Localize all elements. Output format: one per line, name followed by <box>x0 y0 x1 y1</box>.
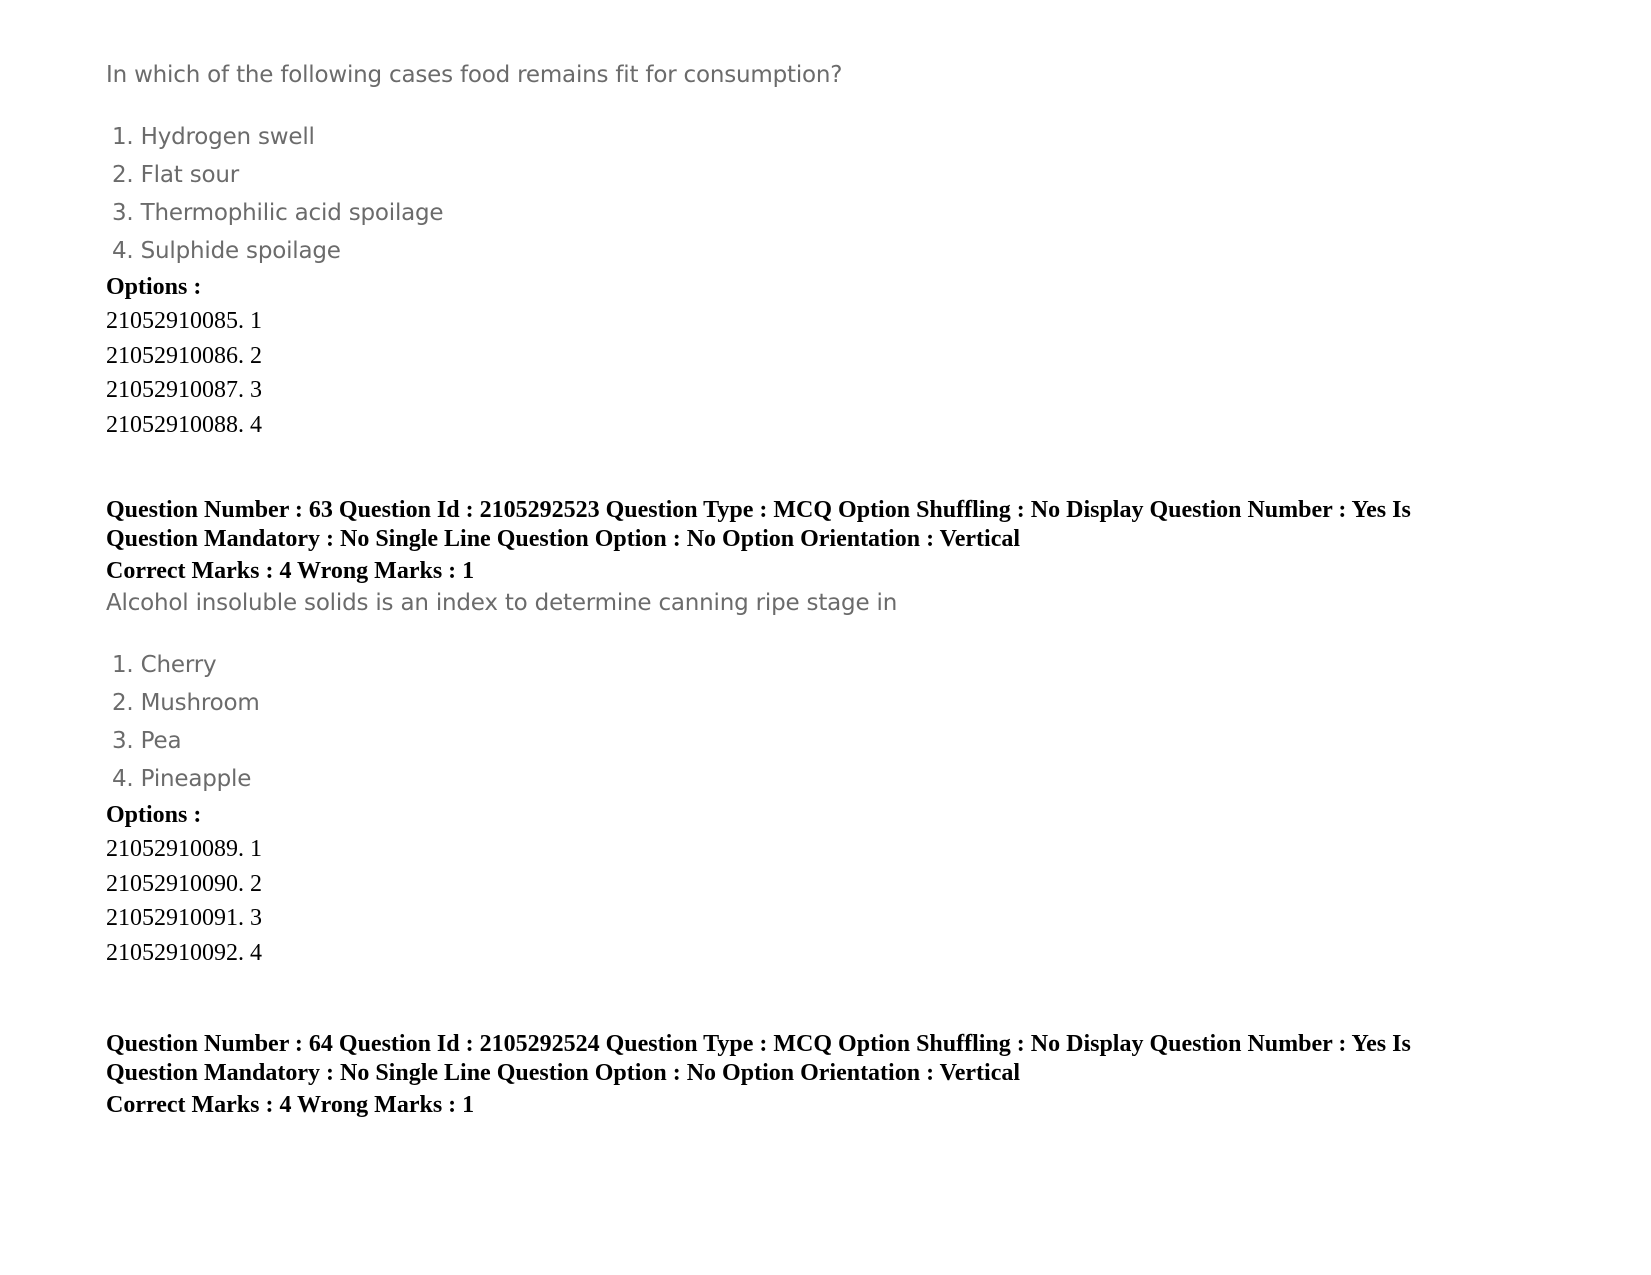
question-63-text: Alcohol insoluble solids is an index to determine canning ripe stage in <box>106 590 898 616</box>
question-62-text: In which of the following cases food remains fit for consumption? <box>106 62 843 88</box>
question-64-meta-line-2: Question Mandatory : No Single Line Question Option : No Option Orientation : Vertical <box>106 1060 1021 1086</box>
question-63-choice-4: 4. Pineapple <box>112 766 252 792</box>
question-62-option-1: 21052910085. 1 <box>106 308 262 334</box>
question-62-options-label: Options : <box>106 274 202 300</box>
question-63-choice-2: 2. Mushroom <box>112 690 260 716</box>
question-62-choices <box>106 118 842 270</box>
question-63-choices <box>106 646 1411 798</box>
question-63-meta-line-1: Question Number : 63 Question Id : 2105292523 Question Type : MCQ Option Shuffling : No Display Question Number : Yes Is <box>106 497 1411 523</box>
question-63-options-label: Options : <box>106 802 202 828</box>
question-63-marks: Correct Marks : 4 Wrong Marks : 1 <box>106 558 475 584</box>
question-62-option-2: 21052910086. 2 <box>106 342 262 369</box>
question-63-option-4: 21052910092. 4 <box>106 939 262 966</box>
question-63-meta-line-2: Question Mandatory : No Single Line Question Option : No Option Orientation : Vertical <box>106 526 1021 552</box>
question-62-block <box>106 62 842 442</box>
question-62-choice-3: 3. Thermophilic acid spoilage <box>112 200 444 226</box>
question-63-option-3: 21052910091. 3 <box>106 905 262 931</box>
question-62-option-4: 21052910088. 4 <box>106 411 262 438</box>
question-63-option-1: 21052910089. 1 <box>106 836 262 862</box>
question-63-block <box>106 496 1411 970</box>
question-62-choice-2: 2. Flat sour <box>112 162 239 188</box>
question-62-choice-1: 1. Hydrogen swell <box>112 124 315 150</box>
question-62-choice-4: 4. Sulphide spoilage <box>112 238 341 264</box>
question-64-meta-line-1: Question Number : 64 Question Id : 2105292524 Question Type : MCQ Option Shuffling : No Display Question Number : Yes Is <box>106 1031 1411 1057</box>
question-62-option-3: 21052910087. 3 <box>106 377 262 403</box>
question-63-option-2: 21052910090. 2 <box>106 870 262 897</box>
question-64-marks: Correct Marks : 4 Wrong Marks : 1 <box>106 1092 475 1118</box>
question-63-choice-3: 3. Pea <box>112 728 182 754</box>
question-63-choice-1: 1. Cherry <box>112 652 217 678</box>
question-64-block <box>106 1030 1411 1122</box>
